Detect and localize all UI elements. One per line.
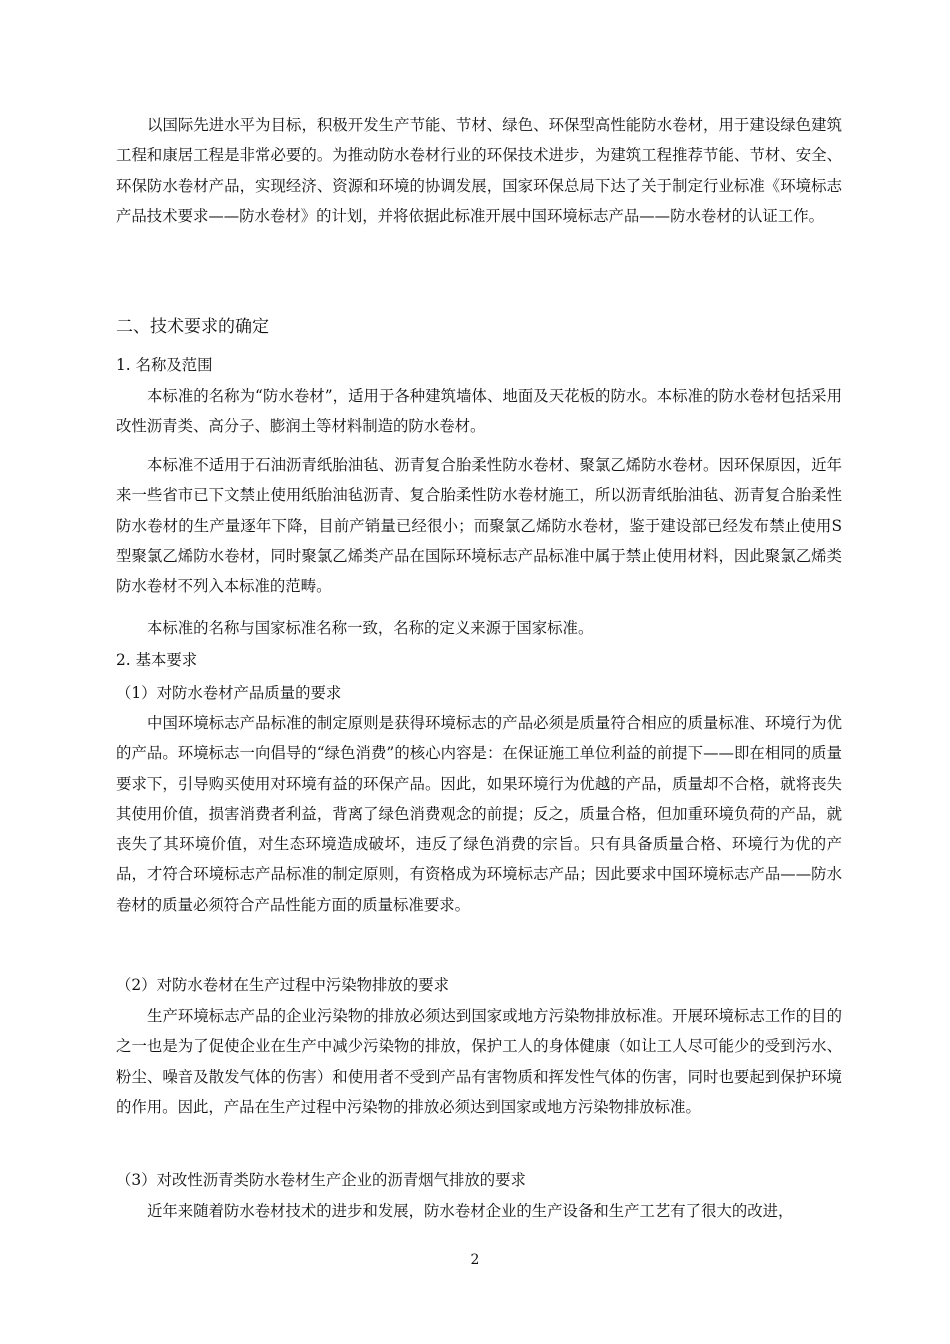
section-heading: 二、技术要求的确定 [116, 317, 269, 337]
item-title: （3）对改性沥青类防水卷材生产企业的沥青烟气排放的要求 [116, 1171, 526, 1189]
page-number: 2 [470, 1252, 480, 1268]
paragraph: 生产环境标志产品的企业污染物的排放必须达到国家或地方污染物排放标准。开展环境标志工作的目的之一也是为了促使企业在生产中减少污染物的排放，保护工人的身体健康（如让工人尽可能少的受到污水、粉尘、噪音及散发气体的伤害）和使用者不受到产品有害物质和挥发性气体的伤害，同时也要起到保护环境的作用。因此，产品在生产过程中污染物的排放必须达到国家或地方污染物排放标准。 [116, 1007, 842, 1116]
item-title: （1）对防水卷材产品质量的要求 [116, 684, 342, 702]
paragraph: 本标准的名称与国家标准名称一致，名称的定义来源于国家标准。 [147, 619, 594, 637]
paragraph: 中国环境标志产品标准的制定原则是获得环境标志的产品必须是质量符合相应的质量标准、环境行为优的产品。环境标志一向倡导的“绿色消费”的核心内容是：在保证施工单位利益的前提下——即在相同的质量要求下，引导购买使用对环境有益的环保产品。因此，如果环境行为优越的产品，质量却不合格，就将丧失其使用价值，损害消费者利益，背离了绿色消费观念的前提；反之，质量合格，但加重环境负荷的产品，就丧失了其环境价值，对生态环境造成破坏，违反了绿色消费的宗旨。只有具备质量合格、环境行为优的产品，才符合环境标志产品标准的制定原则，有资格成为环境标志产品；因此要求中国环境标志产品——防水卷材的质量必须符合产品性能方面的质量标准要求。 [116, 714, 842, 914]
paragraph: 本标准的名称为“防水卷材”，适用于各种建筑墙体、地面及天花板的防水。本标准的防水卷材包括采用改性沥青类、高分子、膨润土等材料制造的防水卷材。 [116, 387, 842, 436]
intro-paragraph: 以国际先进水平为目标，积极开发生产节能、节材、绿色、环保型高性能防水卷材，用于建设绿色建筑工程和康居工程是非常必要的。为推动防水卷材行业的环保技术进步，为建筑工程推荐节能、节材、安全、环保防水卷材产品，实现经济、资源和环境的协调发展，国家环保总局下达了关于制定行业标准《环境标志产品技术要求——防水卷材》的计划，并将依据此标准开展中国环境标志产品——防水卷材的认证工作。 [116, 116, 842, 225]
subsection-title: 2. 基本要求 [116, 651, 198, 669]
subsection-title: 1. 名称及范围 [116, 356, 213, 374]
paragraph: 近年来随着防水卷材技术的进步和发展，防水卷材企业的生产设备和生产工艺有了很大的改进， [147, 1202, 794, 1220]
paragraph: 本标准不适用于石油沥青纸胎油毡、沥青复合胎柔性防水卷材、聚氯乙烯防水卷材。因环保原因，近年来一些省市已下文禁止使用纸胎油毡沥青、复合胎柔性防水卷材施工，所以沥青纸胎油毡、沥青复合胎柔性防水卷材的生产量逐年下降，目前产销量已经很小；而聚氯乙烯防水卷材，鉴于建设部已经发布禁止使用S型聚氯乙烯防水卷材，同时聚氯乙烯类产品在国际环境标志产品标准中属于禁止使用材料，因此聚氯乙烯类防水卷材不列入本标准的范畴。 [116, 456, 842, 596]
item-title: （2）对防水卷材在生产过程中污染物排放的要求 [116, 976, 449, 994]
